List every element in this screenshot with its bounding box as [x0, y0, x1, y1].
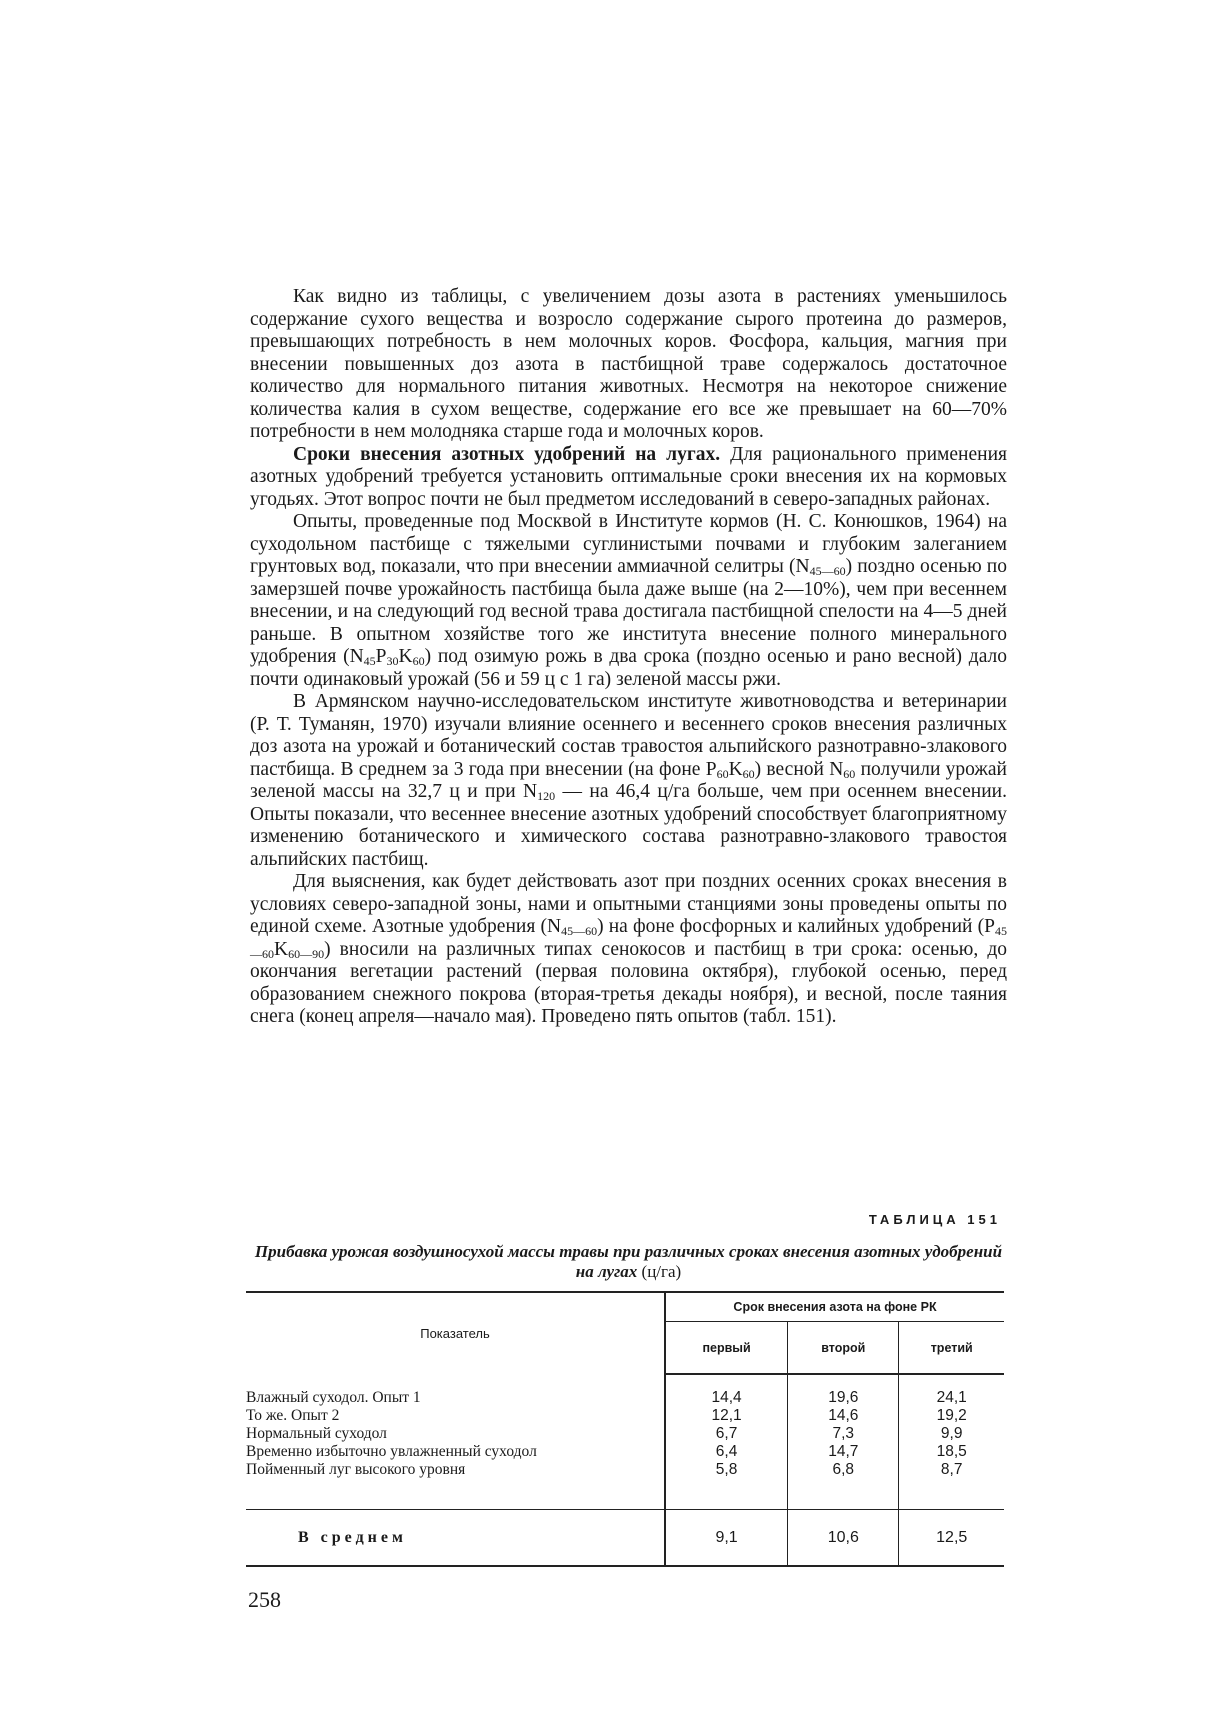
- page-number: 258: [248, 1587, 281, 1612]
- cell-value: 14,6: [788, 1407, 899, 1425]
- average-row: [246, 1510, 1004, 1567]
- cell-value: 6,8: [788, 1461, 899, 1510]
- cell-value: 19,6: [788, 1374, 899, 1407]
- table-caption: [250, 1242, 1007, 1282]
- paragraph-3: Опыты, проведенные под Москвой в Институте кормов (Н. С. Конюшков, 1964) на суходольном пастбище с тяжелыми суглинистыми почвами и глубоким залеганием грунтовых вод, показали, что при внесении аммиачной селитры $(N_{45—60})$ поздно осенью по замерзшей почве урожайность пастбища была даже выше (на 2—10%), чем при весеннем внесении, и на следующий год весной трава достигала пастбищной спелости на 4—5 дней раньше. В опытном хозяйстве того же института внесение полного минерального удобрения $(N_{45}P_{30}K_{60})$ под озимую рожь в два срока (поздно осенью и рано весной) дало почти одинаковый урожай (56 и 59 ц с 1 га) зеленой массы ржи.: [250, 511, 1007, 690]
- average-value: 10,6: [788, 1510, 899, 1567]
- cell-value: 14,7: [788, 1443, 899, 1461]
- cell-value: 24,1: [936, 1389, 967, 1406]
- row-label: Временно избыточно увлажненный суходол: [246, 1443, 665, 1461]
- row-label: Нормальный суходол: [246, 1425, 665, 1443]
- average-value: 9,1: [665, 1510, 788, 1567]
- cell-value: 14,4: [665, 1374, 788, 1407]
- paragraph-2: Сроки внесения азотных удобрений на лугах. Для рационального применения азотных удобрений требуется установить оптимальные сроки внесения их на кормовых угодьях. Этот вопрос почти не был предметом исследований в северо-западных районах.: [250, 443, 1007, 510]
- cell-value: 8,7: [940, 1461, 963, 1478]
- header-col-second: второй: [788, 1322, 899, 1375]
- header-group: Срок внесения азота на фоне РК: [665, 1292, 1004, 1322]
- paragraph-1: Как видно из таблицы, с увеличением дозы азота в растениях уменьшилось содержание сухого вещества и возросло содержание сырого протеина до размеров, превышающих потребность в нем молочных коров. Фосфора, кальция, магния при внесении повышенных доз азота в пастбищной траве содержалось достаточное количество для нормального питания животных. Несмотря на некоторое снижение количества калия в сухом веществе, содержание его все же превышает на 60—70% потребности в нем молодняка старше года и молочных коров.: [250, 286, 1007, 442]
- table-row: [246, 1374, 1004, 1407]
- header-indicator: Показатель: [246, 1292, 665, 1374]
- cell-value: 7,3: [788, 1425, 899, 1443]
- header-col-third: третий: [899, 1322, 1004, 1375]
- average-label: В среднем: [246, 1510, 665, 1567]
- table-number-label: ТАБЛИЦА 151: [868, 1212, 1001, 1227]
- header-col-first: первый: [665, 1322, 788, 1375]
- paragraph-4: В Армянском научно-исследовательском институте животноводства и ветеринарии (Р. Т. Туманян, 1970) изучали влияние осеннего и весеннего сроков внесения различных доз азота на урожай и ботанический состав травостоя альпийского разнотравно-злакового пастбища. В среднем за 3 года при внесении (на фоне $P_{60}K_{60}$) весной $N_{60}$ получили урожай зеленой массы на 32,7 ц и при $N_{120}$ — на 46,4 ц/га больше, чем при осеннем внесении. Опыты показали, что весеннее внесение азотных удобрений способствует благоприятному изменению ботанического и химического состава разнотравно-злакового травостоя альпийских пастбищ.: [250, 691, 1007, 870]
- cell-value: 19,2: [936, 1407, 967, 1424]
- table-row: [246, 1407, 1004, 1425]
- row-label: Пойменный луг высокого уровня: [246, 1461, 665, 1510]
- cell-value: 6,4: [665, 1443, 788, 1461]
- table-caption-unit: (ц/га): [637, 1262, 682, 1281]
- row-label: Влажный суходол. Опыт 1: [246, 1374, 665, 1407]
- cell-value: 5,8: [665, 1461, 788, 1510]
- body-text: [250, 286, 1007, 1029]
- cell-value: 6,7: [665, 1425, 788, 1443]
- cell-value: 12,1: [665, 1407, 788, 1425]
- section-heading: Сроки внесения азотных удобрений на лугах.: [293, 443, 721, 465]
- average-value: 12,5: [899, 1510, 1004, 1567]
- cell-value: 9,9: [940, 1425, 963, 1442]
- table-caption-title: Прибавка урожая воздушносухой массы травы при различных сроках внесения азотных удобрений на лугах: [254, 1242, 1003, 1281]
- row-label: То же. Опыт 2: [246, 1407, 665, 1425]
- paragraph-5: Для выяснения, как будет действовать азот при поздних осенних сроках внесения в условиях северо-западной зоны, нами и опытными станциями зоны проведены опыты по единой схеме. Азотные удобрения $(N_{45—60})$ на фоне фосфорных и калийных удобрений $(P_{45—60}K_{60—90})$ вносили на различных типах сенокосов и пастбищ в три срока: осенью, до окончания вегетации растений (первая половина октября), глубокой осенью, перед образованием снежного покрова (вторая-третья декады ноября), и весной, после таяния снега (конец апреля—начало мая). Проведено пять опытов (табл. 151).: [250, 871, 1007, 1027]
- cell-value: 18,5: [936, 1443, 967, 1460]
- table-row: [246, 1443, 1004, 1461]
- table-row: [246, 1461, 1004, 1510]
- yield-table: [246, 1291, 1004, 1567]
- table-row: [246, 1425, 1004, 1443]
